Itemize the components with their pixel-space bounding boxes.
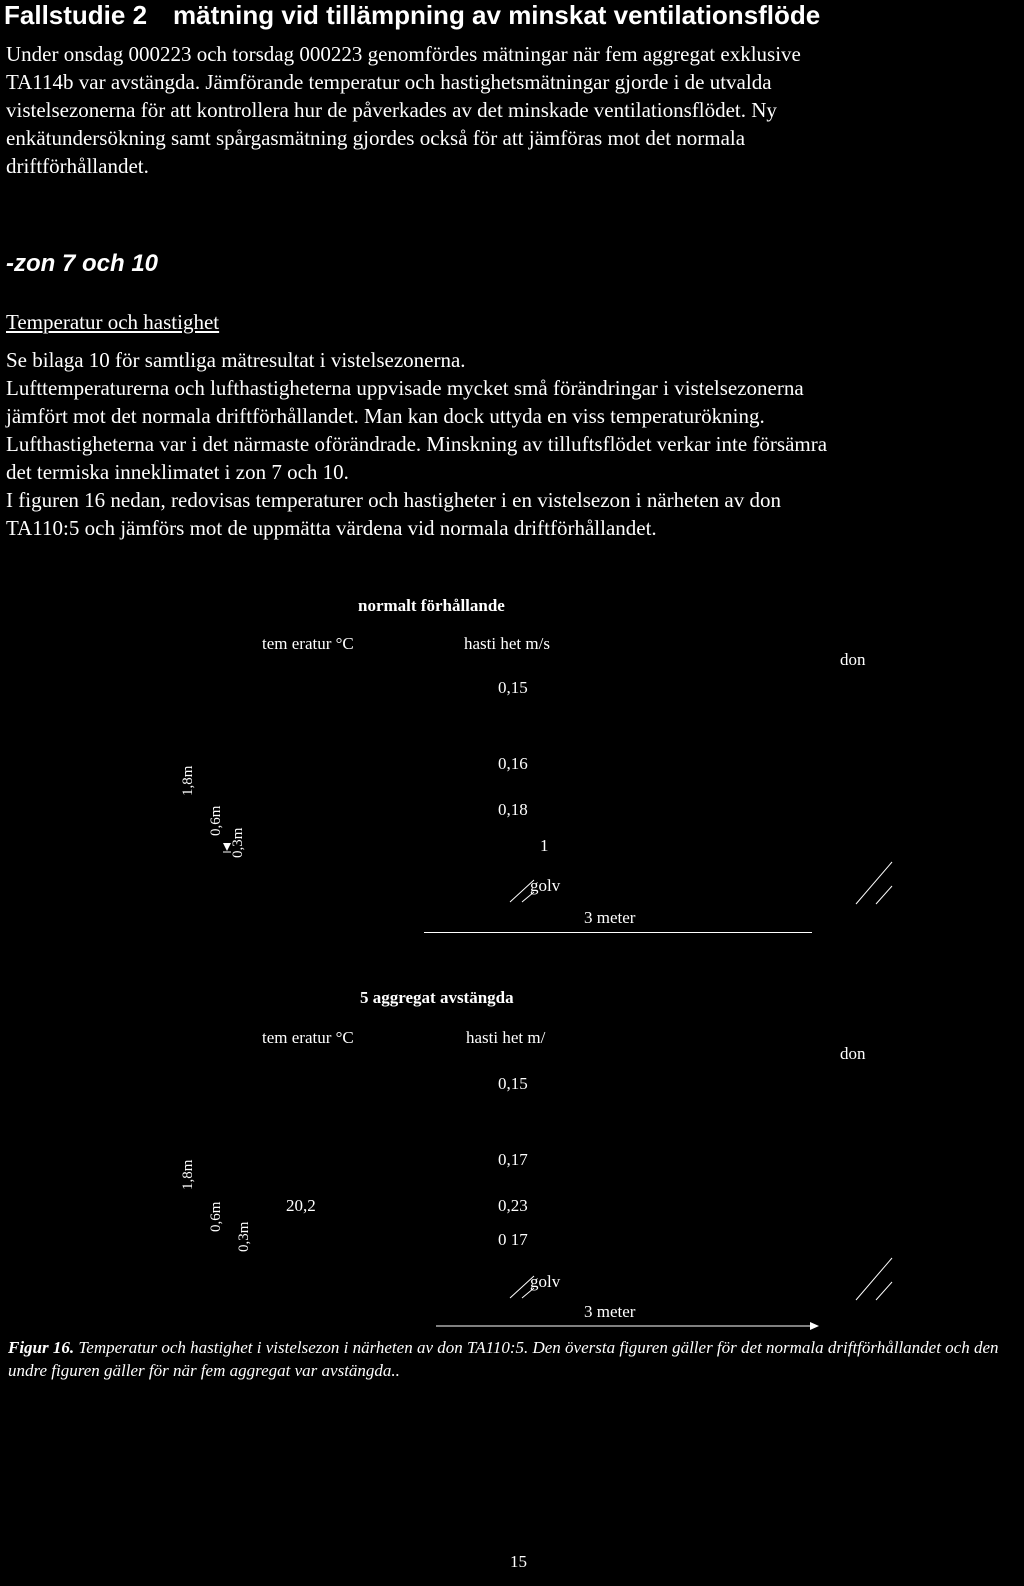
intro-line: driftförhållandet. [6,154,149,178]
figure-top-floor-label: golv [530,876,561,895]
page-heading [4,0,820,31]
intro-paragraph [6,40,1022,180]
figure-caption [8,1336,1008,1382]
figure-bottom-speed-value: 0,23 [498,1196,528,1215]
figure-top-temp-header: tem eratur °C [262,634,354,653]
body-line: TA110:5 och jämförs mot de uppmätta värdena vid normala driftförhållandet. [6,516,657,540]
figure-top-distance-label: 3 meter [584,908,636,927]
body-line: jämfört mot det normala driftförhållandet. Man kan dock uttyda en viss temperaturökning. [6,404,765,428]
page-number: 15 [510,1552,527,1571]
figure-top-speed-value: 0,18 [498,800,528,819]
body-line: Lufthastigheterna var i det närmaste oförändrade. Minskning av tilluftsflödet verkar inte försämra [6,432,828,456]
figure-bottom-temp-value: 20,2 [286,1196,316,1215]
intro-line: vistelsezonerna för att kontrollera hur de påverkades av det minskade ventilationsflödet. Ny [6,98,777,122]
caption-text: Temperatur och hastighet i vistelsezon i närheten av don TA110:5. Den översta figuren gäller för det normala driftförhållandet och den undre figuren gäller för när fem aggregat var avstängda.. [8,1338,999,1380]
figure-top-don-label: don [840,650,866,669]
figure-bottom-don-label: don [840,1044,866,1063]
height-label-0-3m: 0,3m [230,827,246,858]
body-paragraph [6,346,1022,542]
figure-top-speed-value: 0,15 [498,678,528,697]
figure-bottom-speed-value: 0,15 [498,1074,528,1093]
height-label-1-8m: 1,8m [180,765,196,796]
intro-line: TA114b var avstängda. Jämförande temperatur och hastighetsmätningar gjorde i de utvalda [6,70,772,94]
height-label-1-8m: 1,8m [180,1159,196,1190]
heading-label: Fallstudie 2 [4,0,148,30]
figure-bottom-distance-label: 3 meter [584,1302,636,1321]
body-line: Lufttemperaturerna och lufthastigheterna uppvisade mycket små förändringar i vistelsezonerna [6,376,804,400]
height-label-0-3m: 0,3m [236,1221,252,1252]
figure-bottom-speed-value: 0,17 [498,1150,528,1169]
figure-top-speed-value: 1 [540,836,549,855]
body-line: I figuren 16 nedan, redovisas temperaturer och hastigheter i en vistelsezon i närheten av don [6,488,781,512]
figure-bottom-floor-label: golv [530,1272,561,1291]
figure-bottom-temp-header: tem eratur °C [262,1028,354,1047]
subheading: Temperatur och hastighet [6,310,220,334]
hatch-icon [854,1254,894,1302]
height-label-0-6m: 0,6m [208,1201,224,1232]
caption-label: Figur 16. [8,1338,75,1357]
figure-top-speed-value: 0,16 [498,754,528,773]
height-label-0-6m: 0,6m [208,805,224,836]
figure-bottom-speed-header: hasti het m/ [466,1028,546,1047]
figure-top-distance-line [424,932,812,933]
figure-top-speed-header: hasti het m/s [464,634,550,653]
body-line: det termiska inneklimatet i zon 7 och 10. [6,460,349,484]
figure-top-title: normalt förhållande [358,596,505,615]
distance-arrow-icon [436,1321,820,1331]
figure-bottom-title: 5 aggregat avstängda [360,988,514,1007]
body-line: Se bilaga 10 för samtliga mätresultat i vistelsezonerna. [6,348,466,372]
hatch-icon [854,858,894,906]
zone-heading: -zon 7 och 10 [6,250,159,277]
heading-title: mätning vid tillämpning av minskat ventilationsflöde [173,0,821,30]
marker-icon [222,842,232,854]
intro-line: enkätundersökning samt spårgasmätning gjordes också för att jämföras mot det normala [6,126,746,150]
figure-bottom-speed-value: 0 17 [498,1230,528,1249]
intro-line: Under onsdag 000223 och torsdag 000223 genomfördes mätningar när fem aggregat exklusive [6,42,801,66]
